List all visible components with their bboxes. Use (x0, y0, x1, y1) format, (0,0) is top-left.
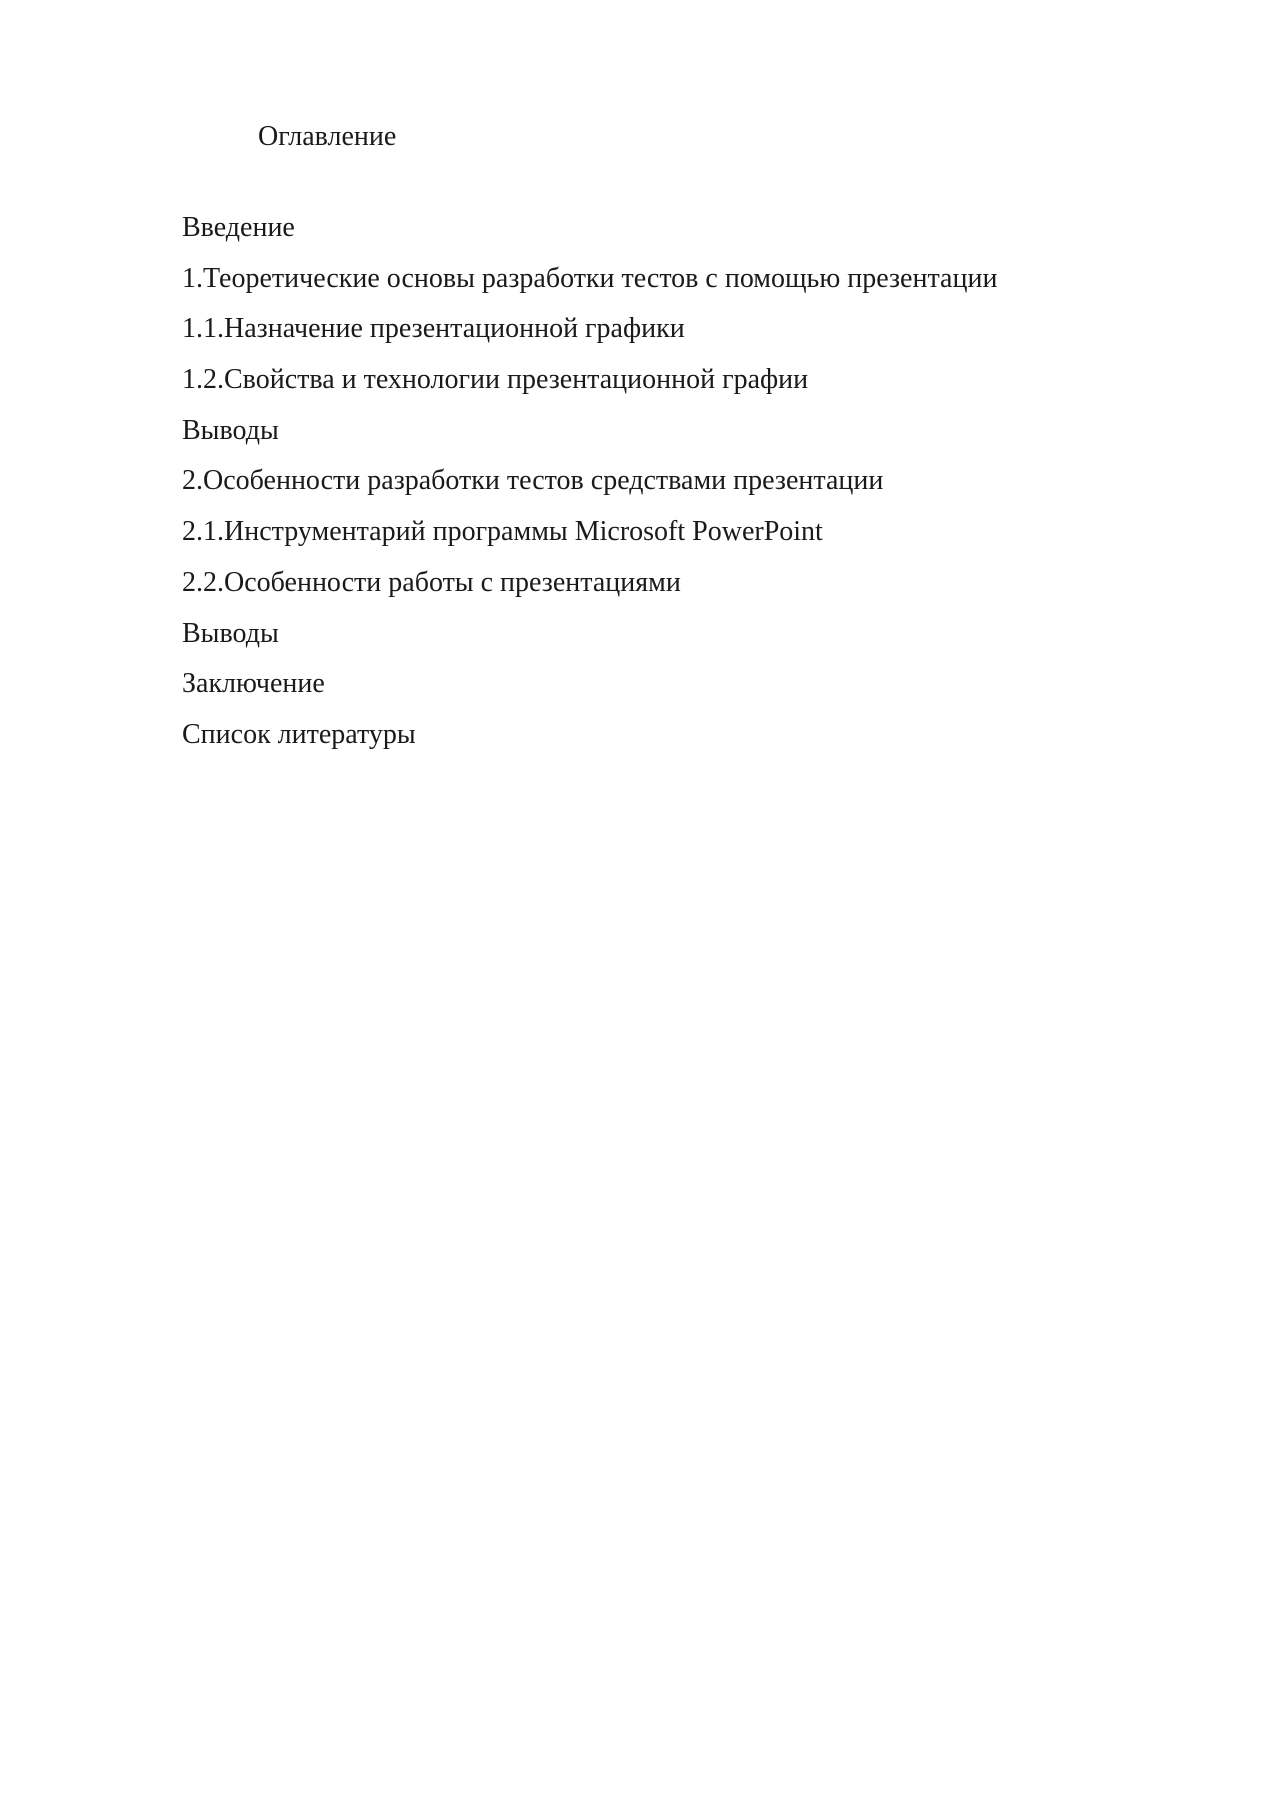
toc-entry-chapter-1: 1.Теоретические основы разработки тестов с помощью презентации (182, 262, 998, 294)
toc-entry-section-2-1: 2.1.Инструментарий программы Microsoft PowerPoint (182, 516, 823, 548)
toc-entry-conclusions-2: Выводы (182, 617, 279, 649)
toc-entry-conclusions-1: Выводы (182, 414, 279, 446)
toc-entry-chapter-2: 2.Особенности разработки тестов средствами презентации (182, 465, 884, 497)
toc-title: Оглавление (258, 121, 397, 152)
toc-entry-bibliography: Список литературы (182, 718, 416, 750)
toc-entry-section-1-1: 1.1.Назначение презентационной графики (182, 313, 685, 345)
toc-entry-section-2-2: 2.2.Особенности работы с презентациями (182, 566, 681, 598)
toc-entry-conclusion: Заключение (182, 668, 325, 700)
toc-entry-introduction: Введение (182, 212, 295, 243)
toc-entry-section-1-2: 1.2.Свойства и технологии презентационной графии (182, 364, 809, 396)
toc-list (182, 211, 997, 769)
